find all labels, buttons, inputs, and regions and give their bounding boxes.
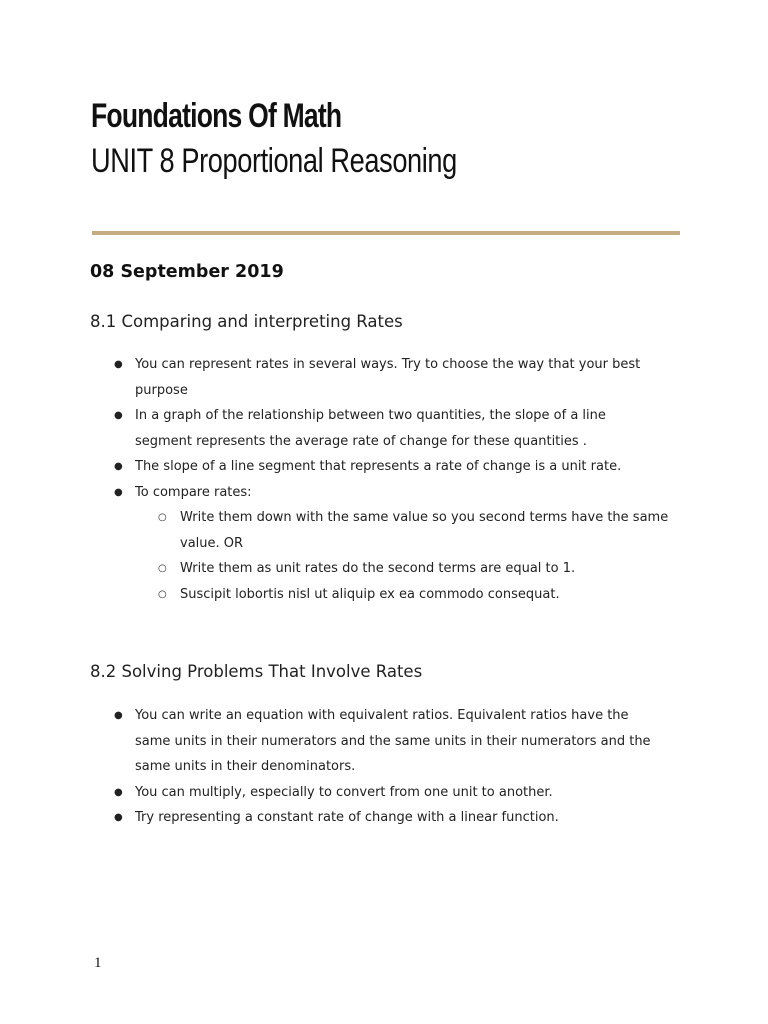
list-item xyxy=(0,352,665,403)
bullet-icon: ● xyxy=(114,812,123,823)
list-item-text: The slope of a line segment that represents a rate of change is a unit rate. xyxy=(135,459,622,474)
list-item-text: You can represent rates in several ways. Try to choose the way that your best purpose xyxy=(135,357,641,398)
list-item-text: You can write an equation with equivalent ratios. Equivalent ratios have the same units in their numerators and the same units in their numerators and the same units in their denominators. xyxy=(135,708,651,774)
section-heading-8-2: 8.2 Solving Problems That Involve Rates xyxy=(90,662,423,681)
hollow-bullet-icon: ○ xyxy=(158,588,167,600)
bullet-list-8-1 xyxy=(0,352,669,607)
title-divider xyxy=(92,231,680,235)
list-item xyxy=(0,480,669,608)
sub-list-item xyxy=(135,556,670,582)
hollow-bullet-icon: ○ xyxy=(158,563,167,574)
bullet-icon: ● xyxy=(114,786,123,798)
list-item xyxy=(0,454,665,480)
list-item xyxy=(0,780,665,806)
list-item-text: Try representing a constant rate of change with a linear function. xyxy=(135,810,559,825)
sub-list-item-text: Write them as unit rates do the second terms are equal to 1. xyxy=(180,561,576,576)
bullet-icon: ● xyxy=(114,486,123,498)
list-item-text: To compare rates: xyxy=(135,484,252,500)
bullet-icon: ● xyxy=(114,461,123,472)
sub-list-item-text: Write them down with the same value so you second terms have the same value. OR xyxy=(180,510,669,551)
bullet-list-8-2 xyxy=(0,703,665,831)
list-item xyxy=(0,805,665,831)
hollow-bullet-icon: ○ xyxy=(158,512,167,523)
document-title: Foundations Of Math xyxy=(91,97,342,135)
sub-list-item-text: Suscipit lobortis nisl ut aliquip ex ea commodo consequat. xyxy=(180,586,560,602)
date-heading: 08 September 2019 xyxy=(90,262,284,282)
page-number: 1 xyxy=(94,955,102,971)
list-item xyxy=(0,403,665,454)
list-item xyxy=(0,703,665,780)
document-subtitle: UNIT 8 Proportional Reasoning xyxy=(91,142,457,180)
sub-bullet-list xyxy=(135,505,669,607)
sub-list-item xyxy=(135,582,670,608)
bullet-icon: ● xyxy=(114,359,123,370)
bullet-icon: ● xyxy=(114,710,123,721)
bullet-icon: ● xyxy=(114,410,123,421)
section-heading-8-1: 8.1 Comparing and interpreting Rates xyxy=(90,312,403,331)
list-item-text: In a graph of the relationship between two quantities, the slope of a line segment represents the average rate of change for these quantities . xyxy=(135,408,606,449)
list-item-text: You can multiply, especially to convert from one unit to another. xyxy=(135,784,553,800)
sub-list-item xyxy=(135,505,670,556)
